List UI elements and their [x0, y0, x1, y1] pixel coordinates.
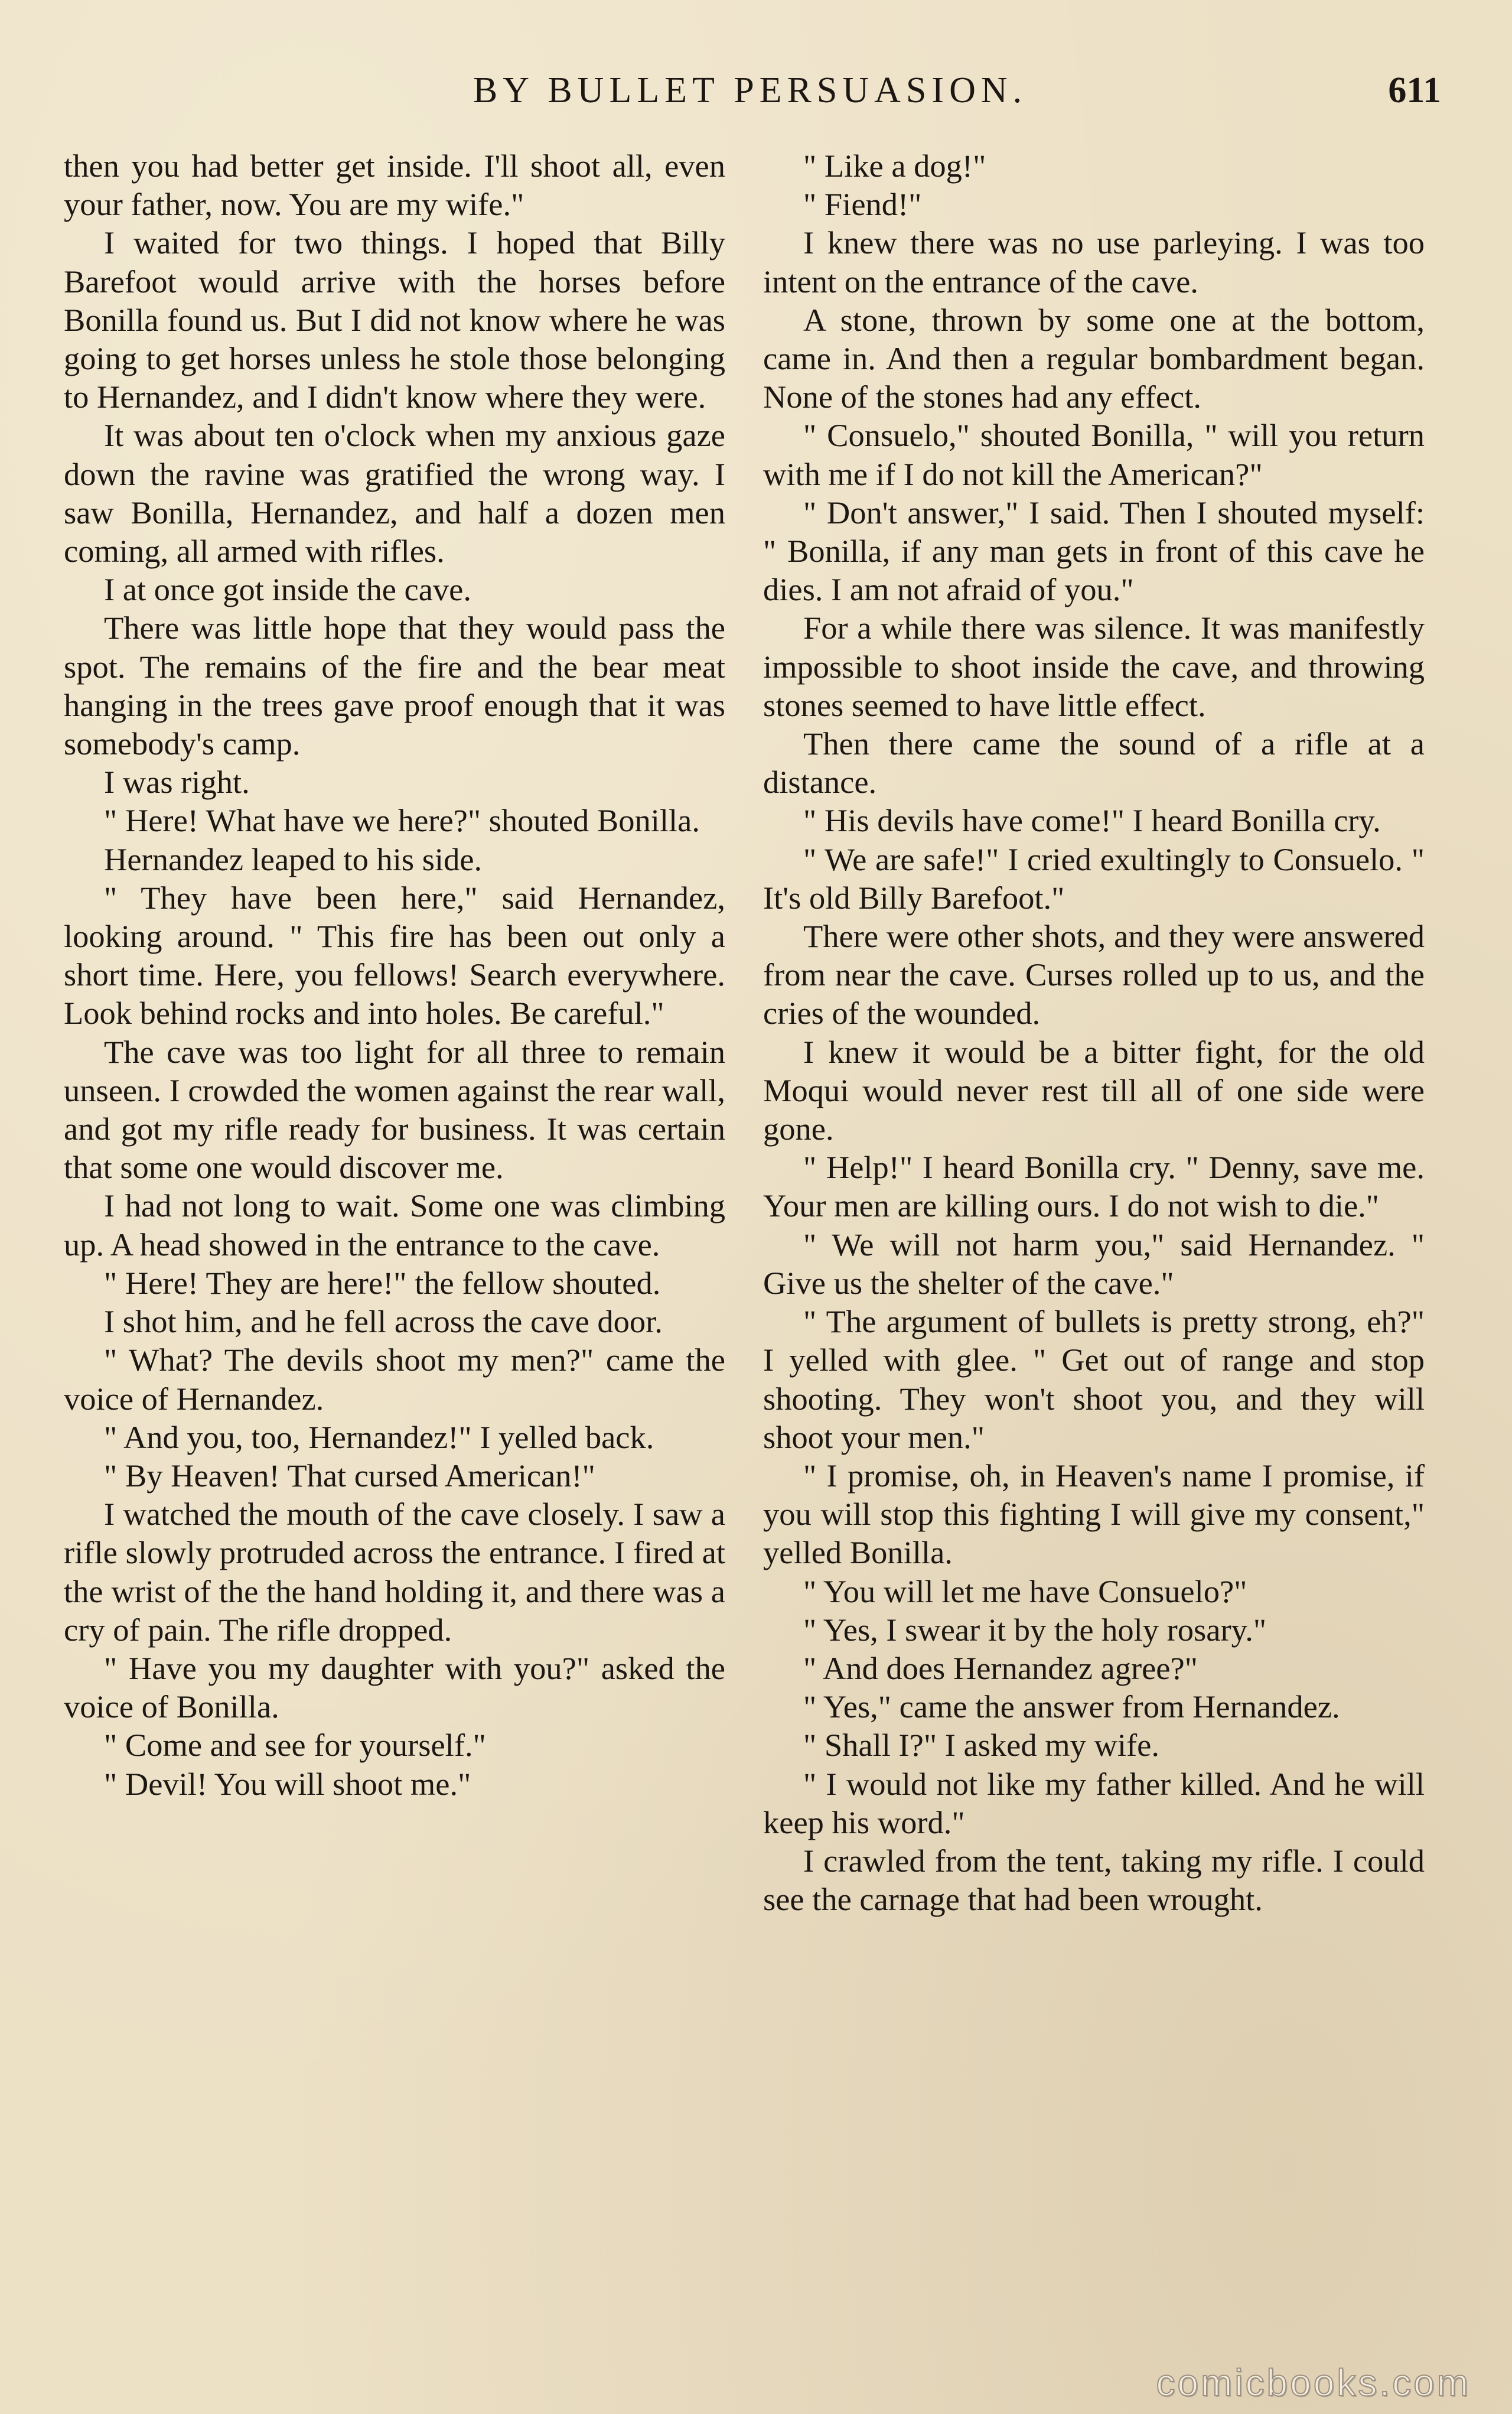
- paragraph: " Don't answer," I said. Then I shouted myself: " Bonilla, if any man gets in front of this cave he dies. I am not afraid of you.": [763, 494, 1425, 608]
- running-head: BY BULLET PERSUASION.: [472, 70, 1028, 110]
- paragraph: I shot him, and he fell across the cave door.: [104, 1303, 663, 1340]
- paragraph: " Fiend!": [803, 186, 922, 223]
- paragraph: Then there came the sound of a rifle at a distance.: [763, 725, 1425, 801]
- paragraph: " They have been here," said Hernandez, looking around. " This fire has been out only a short time. Here, you fellows! Search everywhere. Look behind rocks and into holes. Be careful.": [64, 879, 725, 1032]
- paragraph: " His devils have come!" I heard Bonilla cry.: [803, 802, 1381, 839]
- right-text-column: [763, 147, 1425, 1918]
- paragraph: " Yes," came the answer from Hernandez.: [803, 1689, 1340, 1725]
- paragraph: I knew it would be a bitter fight, for the old Moqui would never rest till all of one side were gone.: [763, 1033, 1425, 1147]
- paragraph: " Devil! You will shoot me.": [104, 1765, 471, 1802]
- paragraph: I crawled from the tent, taking my rifle. I could see the carnage that had been wrought.: [763, 1842, 1425, 1918]
- paragraph: " I promise, oh, in Heaven's name I promise, if you will stop this fighting I will give my consent," yelled Bonilla.: [763, 1457, 1425, 1571]
- paragraph: I was right.: [104, 764, 250, 801]
- paragraph: I at once got inside the cave.: [104, 571, 471, 608]
- paragraph: " Yes, I swear it by the holy rosary.": [803, 1611, 1267, 1648]
- paragraph: " And does Hernandez agree?": [803, 1650, 1198, 1686]
- paragraph: " Here! They are here!" the fellow shouted.: [104, 1264, 661, 1301]
- page-number: 611: [1388, 70, 1441, 110]
- paragraph: " What? The devils shoot my men?" came the voice of Hernandez.: [64, 1342, 725, 1417]
- paragraph: The cave was too light for all three to remain unseen. I crowded the women against the rear wall, and got my rifle ready for business. It was certain that some one would discover me.: [64, 1033, 725, 1186]
- paragraph: There were other shots, and they were answered from near the cave. Curses rolled up to us, and the cries of the wounded.: [763, 918, 1425, 1032]
- paragraph: " By Heaven! That cursed American!": [104, 1457, 595, 1494]
- paragraph: " Shall I?" I asked my wife.: [803, 1727, 1159, 1764]
- paragraph: It was about ten o'clock when my anxious gaze down the ravine was gratified the wrong way. I saw Bonilla, Hernandez, and half a dozen men coming, all armed with rifles.: [64, 417, 725, 570]
- paragraph: " Come and see for yourself.": [104, 1727, 486, 1764]
- paragraph: " We will not harm you," said Hernandez. " Give us the shelter of the cave.": [763, 1226, 1425, 1301]
- paragraph: I watched the mouth of the cave closely. I saw a rifle slowly protruded across the entrance. I fired at the wrist of the the hand holding it, and there was a cry of pain. The rifle dropped.: [64, 1496, 725, 1648]
- paragraph: " And you, too, Hernandez!" I yelled back.: [104, 1419, 654, 1455]
- paragraph: I had not long to wait. Some one was climbing up. A head showed in the entrance to the cave.: [64, 1188, 725, 1263]
- paragraph: " I would not like my father killed. And he will keep his word.": [763, 1765, 1425, 1840]
- watermark: comicbooks.com: [1156, 2361, 1471, 2404]
- paragraph: A stone, thrown by some one at the bottom, came in. And then a regular bombardment began. None of the stones had any effect.: [763, 301, 1425, 415]
- paragraph: For a while there was silence. It was manifestly impossible to shoot inside the cave, and throwing stones seemed to have little effect.: [763, 610, 1425, 723]
- paragraph: then you had better get inside. I'll shoot all, even your father, now. You are my wife.": [64, 148, 725, 223]
- paragraph: " Have you my daughter with you?" asked the voice of Bonilla.: [64, 1650, 725, 1725]
- paragraph: " You will let me have Consuelo?": [803, 1573, 1247, 1609]
- paragraph: I waited for two things. I hoped that Billy Barefoot would arrive with the horses before Bonilla found us. But I did not know where he was going to get horses unless he stole those belonging to Hernandez, and I didn't know where they were.: [64, 225, 725, 415]
- paragraph: " The argument of bullets is pretty strong, eh?" I yelled with glee. " Get out of range and stop shooting. They won't shoot you, and they will shoot your men.": [763, 1303, 1425, 1455]
- paragraph: " Here! What have we here?" shouted Bonilla.: [104, 802, 700, 839]
- paragraph: " Like a dog!": [803, 148, 986, 184]
- paragraph: " Help!" I heard Bonilla cry. " Denny, save me. Your men are killing ours. I do not wish to die.": [763, 1149, 1425, 1224]
- left-text-column: [64, 147, 725, 1803]
- paragraph: There was little hope that they would pass the spot. The remains of the fire and the bear meat hanging in the trees gave proof enough that it was somebody's camp.: [64, 610, 725, 762]
- paragraph: Hernandez leaped to his side.: [104, 841, 483, 877]
- paragraph: " Consuelo," shouted Bonilla, " will you return with me if I do not kill the American?": [763, 417, 1425, 492]
- paragraph: " We are safe!" I cried exultingly to Consuelo. " It's old Billy Barefoot.": [763, 841, 1425, 916]
- page-header: [59, 64, 1441, 117]
- paragraph: I knew there was no use parleying. I was too intent on the entrance of the cave.: [763, 225, 1425, 300]
